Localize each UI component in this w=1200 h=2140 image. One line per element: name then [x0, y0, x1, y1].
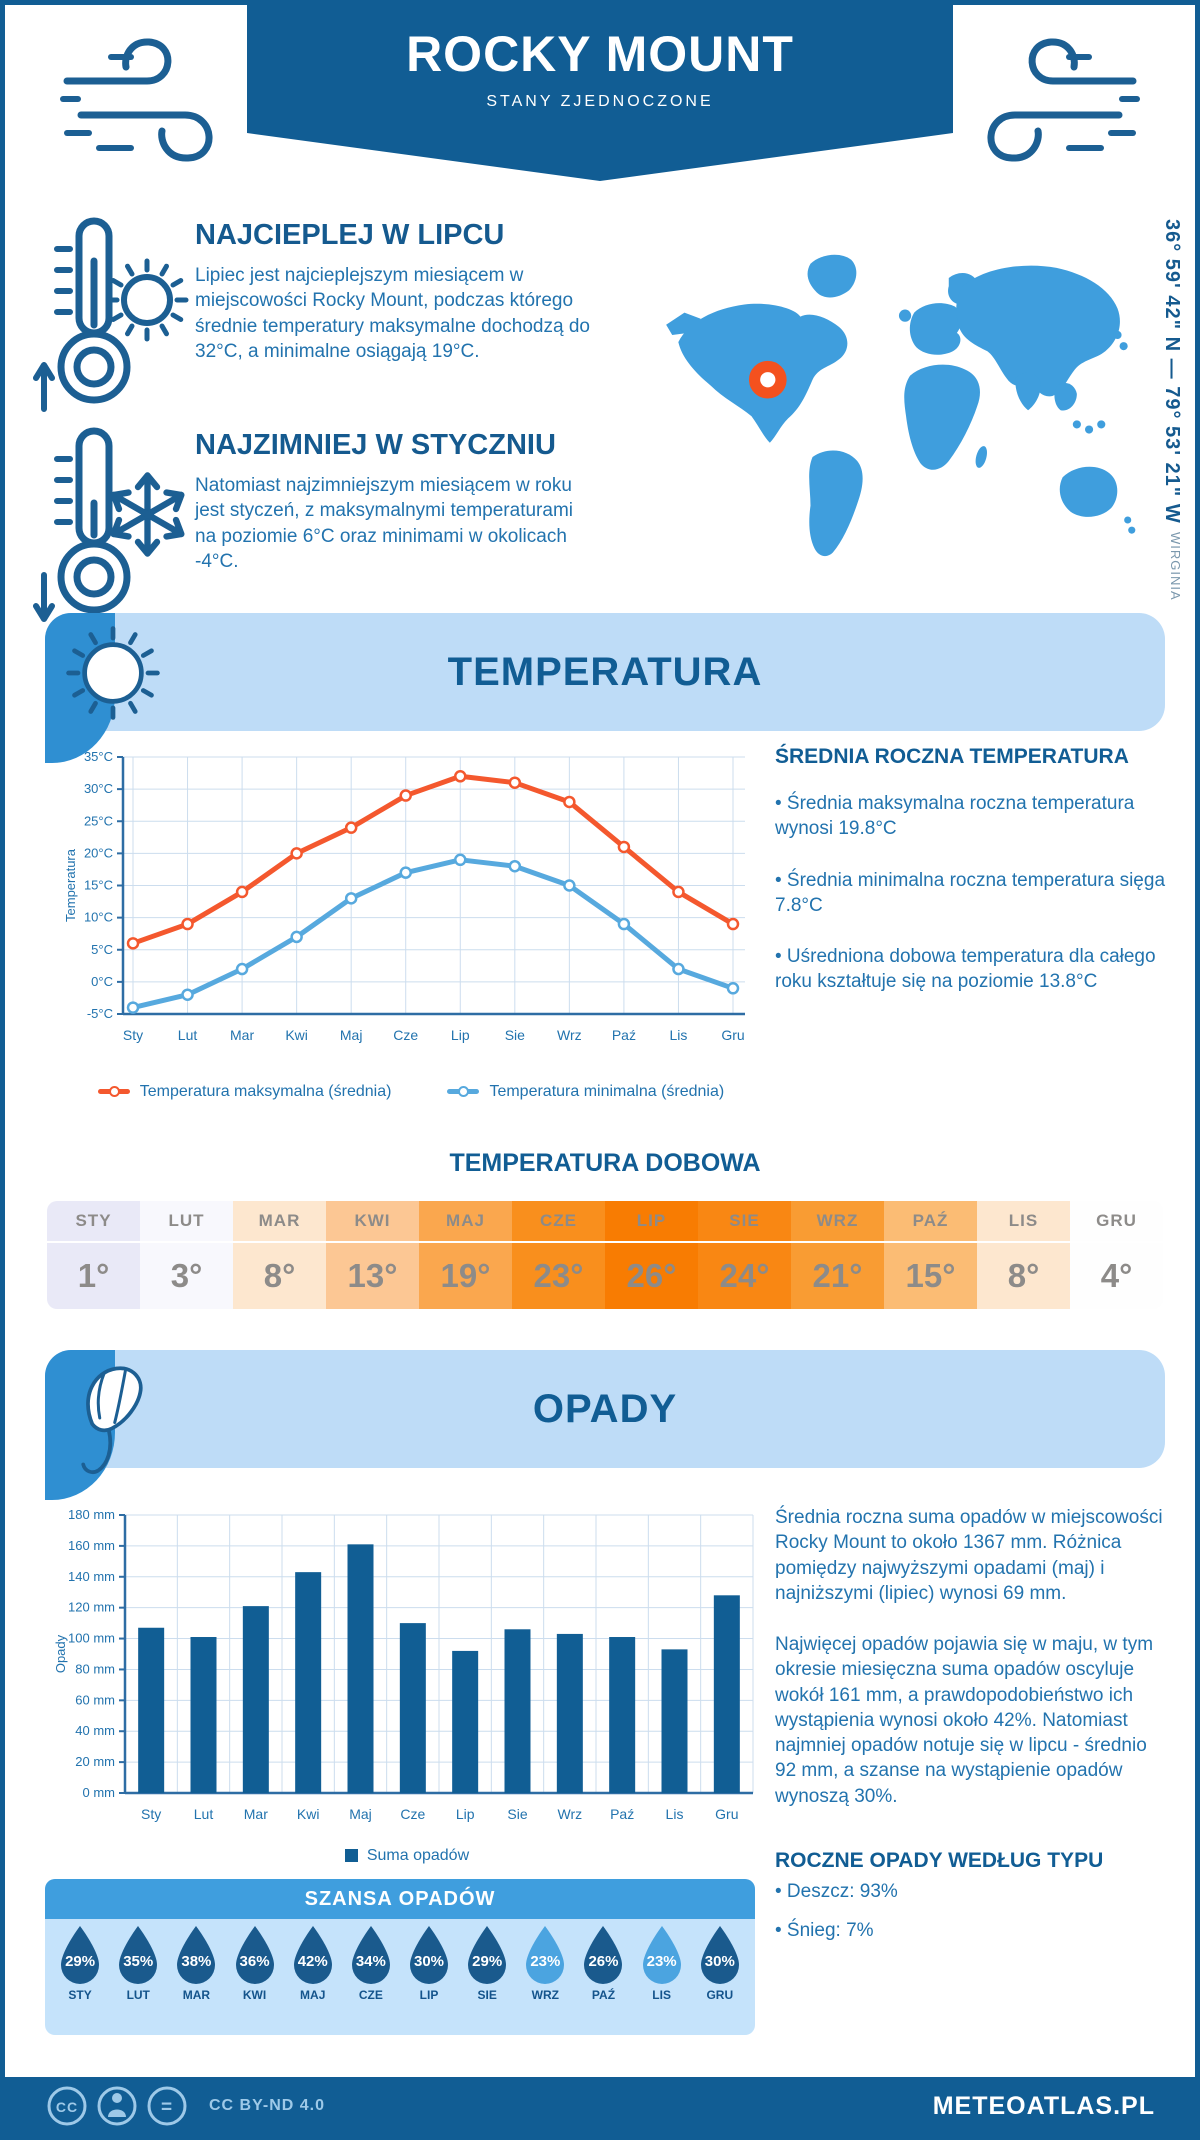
coordinates-text: 36° 59' 42" N — 79° 53' 21" W [1161, 219, 1183, 524]
person-icon [108, 2093, 126, 2117]
sun-icon [102, 255, 192, 345]
annual-temperature-column [775, 745, 1173, 1021]
sun-banner-icon [61, 621, 165, 725]
table-col-maj: MAJ 19° [419, 1201, 512, 1309]
precip-rain-bullet: • Deszcz: 93% [775, 1880, 898, 1902]
brand-text: METEOATLAS.PL [932, 2091, 1155, 2120]
precip-section-banner [45, 1350, 1165, 1468]
svg-text:20 mm: 20 mm [75, 1754, 115, 1770]
page-subtitle: STANY ZJEDNOCZONE [486, 93, 714, 110]
svg-text:Lip: Lip [450, 1027, 470, 1043]
table-col-paz: PAŹ 15° [884, 1201, 977, 1309]
table-col-mar: MAR 8° [233, 1201, 326, 1309]
wind-icon [55, 29, 240, 169]
table-col-cze: CZE 23° [512, 1201, 605, 1309]
precipitation-legend [49, 1847, 765, 1865]
drop-item: 38% MAR [169, 1925, 224, 2002]
temperature-legend [61, 1083, 761, 1101]
precipitation-text-column [775, 1505, 1173, 1957]
svg-text:Mar: Mar [243, 1806, 268, 1822]
table-col-lis: LIS 8° [977, 1201, 1070, 1309]
footer [5, 2077, 1195, 2135]
drop-item: 23% WRZ [518, 1925, 573, 2002]
drop-item: 30% GRU [692, 1925, 747, 2002]
svg-text:0 mm: 0 mm [82, 1785, 115, 1800]
legend-precip-glyph [345, 1849, 358, 1862]
legend-precip-item: Suma opadów [345, 1847, 469, 1865]
svg-text:25°C: 25°C [83, 813, 113, 829]
drop-item: 29% SIE [460, 1925, 515, 2002]
drop-item: 35% LUT [111, 1925, 166, 2002]
annual-temp-bullet-2: • Średnia minimalna roczna temperatura sięga 7.8°C [775, 869, 1166, 916]
table-col-gru: GRU 4° [1070, 1201, 1163, 1309]
precip-paragraph-1: Średnia roczna suma opadów w miejscowości Rocky Mount to około 1367 mm. Różnica pomiędzy najwyższymi opadami (maj) i najniższymi (lipiec) wynosi 69 mm. [775, 1507, 1163, 1604]
precip-by-type-heading: ROCZNE OPADY WEDŁUG TYPU [775, 1848, 1104, 1872]
cc-license-icons [45, 2084, 195, 2128]
svg-text:Maj: Maj [349, 1806, 372, 1822]
svg-text:Lut: Lut [177, 1027, 198, 1043]
svg-text:Opady: Opady [53, 1634, 68, 1674]
svg-text:Gru: Gru [715, 1806, 739, 1822]
temperature-section-title: TEMPERATURA [447, 649, 763, 694]
annual-temp-bullet-1: • Średnia maksymalna roczna temperatura wynosi 19.8°C [775, 793, 1135, 840]
cc-icon: CC [55, 2099, 79, 2115]
svg-text:Lis: Lis [669, 1027, 688, 1043]
precip-section-title: OPADY [532, 1386, 678, 1431]
table-col-lut: LUT 3° [140, 1201, 233, 1309]
svg-text:30°C: 30°C [83, 781, 113, 797]
warmest-heading: NAJCIEPLEJ W LIPCU [195, 219, 505, 251]
rain-chance-drops [45, 1919, 755, 2002]
legend-max-item: Temperatura maksymalna (średnia) [98, 1083, 392, 1101]
wind-icon [960, 29, 1145, 169]
annual-temp-bullet-3: • Uśredniona dobowa temperatura dla całego roku kształtuje się na poziomie 13.8°C [775, 946, 1156, 993]
svg-text:Wrz: Wrz [557, 1806, 583, 1822]
svg-text:Sty: Sty [141, 1806, 162, 1822]
svg-text:160 mm: 160 mm [68, 1537, 115, 1553]
svg-text:40 mm: 40 mm [75, 1723, 115, 1739]
svg-text:10°C: 10°C [83, 909, 113, 925]
svg-text:Wrz: Wrz [557, 1027, 582, 1043]
svg-text:100 mm: 100 mm [68, 1630, 115, 1646]
page-title: ROCKY MOUNT [406, 26, 794, 82]
snowflake-icon [100, 467, 195, 562]
precipitation-bar-chart [49, 1503, 765, 1839]
coldest-heading: NAJZIMNIEJ W STYCZNIU [195, 429, 556, 461]
svg-text:180 mm: 180 mm [68, 1507, 115, 1522]
svg-text:Lut: Lut [193, 1806, 214, 1822]
svg-text:Lip: Lip [455, 1806, 475, 1822]
svg-text:0°C: 0°C [91, 973, 113, 989]
drop-item: 30% LIP [402, 1925, 457, 2002]
drop-item: 29% STY [53, 1925, 108, 2002]
location-marker [755, 366, 781, 392]
svg-text:Cze: Cze [400, 1806, 426, 1822]
svg-text:5°C: 5°C [91, 941, 113, 957]
svg-text:-5°C: -5°C [86, 1006, 113, 1021]
license-block [45, 2084, 325, 2128]
warmest-text: Lipiec jest najcieplejszym miesiącem w miejscowości Rocky Mount, podczas którego średnie temperatury maksymalne dochodzą do 32°C, a minimalne osiągają 19°C. [195, 265, 590, 362]
svg-text:120 mm: 120 mm [68, 1599, 115, 1615]
svg-text:Kwi: Kwi [296, 1806, 320, 1822]
svg-text:Temperatura: Temperatura [63, 849, 78, 922]
legend-max-glyph [98, 1089, 130, 1094]
rain-chance-panel [45, 1879, 755, 2035]
svg-text:Gru: Gru [721, 1027, 745, 1043]
drop-item: 34% CZE [343, 1925, 398, 2002]
license-text: CC BY-ND 4.0 [209, 2097, 326, 2114]
equals-icon: = [160, 2097, 174, 2118]
temperature-line-chart [61, 747, 761, 1062]
svg-text:80 mm: 80 mm [75, 1661, 115, 1677]
svg-text:Maj: Maj [339, 1027, 363, 1043]
world-map [657, 215, 1147, 581]
svg-text:20°C: 20°C [83, 845, 113, 861]
svg-text:60 mm: 60 mm [75, 1692, 115, 1708]
region-text: WIRGINIA [1168, 531, 1183, 601]
umbrella-icon [61, 1358, 161, 1478]
svg-text:Mar: Mar [230, 1027, 255, 1043]
daily-table-title: TEMPERATURA DOBOWA [449, 1149, 761, 1177]
svg-text:140 mm: 140 mm [68, 1568, 115, 1584]
svg-text:Paź: Paź [611, 1027, 636, 1043]
legend-min-item: Temperatura minimalna (średnia) [447, 1083, 724, 1101]
table-col-sie: SIE 24° [698, 1201, 791, 1309]
precip-snow-bullet: • Śnieg: 7% [775, 1920, 874, 1942]
svg-text:15°C: 15°C [83, 877, 113, 893]
svg-text:Sty: Sty [122, 1027, 144, 1043]
drop-item: 36% KWI [227, 1925, 282, 2002]
precip-paragraph-2: Najwięcej opadów pojawia się w maju, w tym okresie miesięczna suma opadów oscyluje wokół 161 mm, a prawdopodobieństwo ich wystąpienia wynosi około 42%. Natomiast najmniej opadów notuje się w lipcu - średnio 92 mm, a szanse na wystąpienie opadów wynoszą 30%. [775, 1634, 1154, 1807]
coldest-text: Natomiast najzimniejszym miesiącem w roku jest styczeń, z maksymalnymi temperaturami na poziomie 6°C oraz minimami w okolicach -4°C. [195, 475, 573, 572]
svg-text:Cze: Cze [393, 1027, 419, 1043]
drop-item: 23% LIS [634, 1925, 689, 2002]
drop-item: 42% MAJ [285, 1925, 340, 2002]
daily-temperature-table [47, 1201, 1163, 1309]
legend-min-glyph [447, 1089, 479, 1094]
svg-text:Sie: Sie [507, 1806, 528, 1822]
svg-text:Kwi: Kwi [285, 1027, 308, 1043]
svg-text:Sie: Sie [504, 1027, 525, 1043]
svg-text:35°C: 35°C [83, 749, 113, 764]
temperature-section-banner [45, 613, 1165, 731]
table-col-lip: LIP 26° [605, 1201, 698, 1309]
table-col-kwi: KWI 13° [326, 1201, 419, 1309]
coordinates-label [1160, 219, 1183, 600]
svg-text:Paź: Paź [610, 1806, 635, 1822]
table-col-wrz: WRZ 21° [791, 1201, 884, 1309]
header-banner [247, 5, 953, 133]
rain-chance-title: SZANSA OPADÓW [45, 1879, 755, 1919]
table-col-sty: STY 1° [47, 1201, 140, 1309]
svg-text:Lis: Lis [665, 1806, 684, 1822]
drop-item: 26% PAŹ [576, 1925, 631, 2002]
annual-temperature-heading: ŚREDNIA ROCZNA TEMPERATURA [775, 745, 1129, 768]
